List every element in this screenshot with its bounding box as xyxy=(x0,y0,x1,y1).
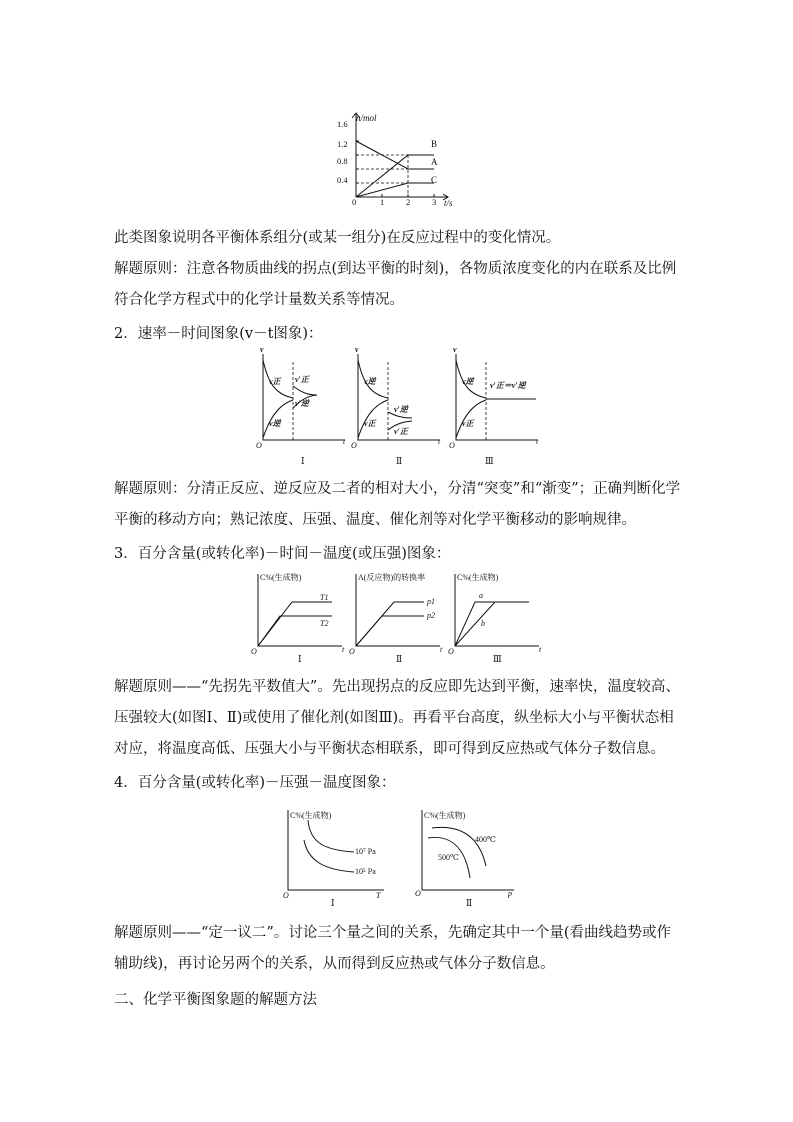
series-line-c xyxy=(356,183,434,197)
y-axis-label: A(反应物)的转换率 xyxy=(358,573,426,582)
y-axis-label: C%(生成物) xyxy=(424,811,466,820)
origin-label: O xyxy=(256,441,262,450)
t-axis-label: t xyxy=(536,437,539,446)
t-axis-label: t xyxy=(438,437,441,446)
forward-rate-label: v正 xyxy=(364,419,376,428)
pressure-label-low: 10⁵ Pa xyxy=(355,867,376,876)
axes xyxy=(455,574,539,646)
t-axis-label: t xyxy=(539,645,542,654)
x-axis-label: t/s xyxy=(444,198,453,208)
section-heading: 2．速率－时间图象(v－t图象)： xyxy=(114,326,323,342)
series-label-a: A xyxy=(431,157,438,167)
diagram-caption: Ⅱ xyxy=(396,654,403,664)
pressure-label-high: 10⁷ Pa xyxy=(355,847,376,856)
diagram-caption: Ⅲ xyxy=(485,456,494,466)
axes xyxy=(258,574,342,646)
forward-rate-label: v正 xyxy=(462,419,474,428)
paragraph: 解题原则：分清正反应、逆反应及二者的相对大小，分清“突变”和“渐变”；正确判断化学平衡的移动方向；熟记浓度、压强、温度、催化剂等对化学平衡移动的影响规律。 xyxy=(114,481,681,528)
paragraph: 此类图象说明各平衡体系组分(或某一组分)在反应过程中的变化情况。 xyxy=(114,230,561,246)
y-tick-label: 0.8 xyxy=(337,156,348,166)
v-axis-label: v xyxy=(453,345,457,354)
y-tick-label: 1.6 xyxy=(337,119,348,129)
mole-time-chart xyxy=(330,110,470,210)
axes xyxy=(422,810,514,890)
series-label-b: B xyxy=(431,139,438,149)
paragraph: 解题原则：注意各物质曲线的拐点(到达平衡的时刻)，各物质浓度变化的内在联系及比例符合化学方程式中的化学计量数关系等情况。 xyxy=(114,261,677,308)
origin-label: O xyxy=(283,891,289,900)
a-label: a xyxy=(479,591,483,600)
section-heading: 3．百分含量(或转化率)－时间－温度(或压强)图象： xyxy=(114,546,451,562)
temperature-label-500: 500℃ xyxy=(438,853,459,862)
rate-time-diagram-1 xyxy=(255,345,350,470)
new-forward-rate-label: v′正 xyxy=(394,427,408,436)
origin-label: O xyxy=(415,889,421,898)
curve-p2 xyxy=(356,616,424,646)
section-heading: 4．百分含量(或转化率)－压强－温度图象： xyxy=(114,775,396,791)
t1-label: T1 xyxy=(320,593,329,602)
t-axis-label: t xyxy=(342,645,345,654)
origin-label: O xyxy=(251,647,257,656)
diagram-caption: Ⅰ xyxy=(331,898,335,908)
p-axis-label: p xyxy=(508,889,512,898)
y-axis-label: C%(生成物) xyxy=(260,573,302,582)
curve-b xyxy=(455,602,495,646)
t-axis-label: T xyxy=(376,891,381,900)
curve-high-pressure xyxy=(308,820,354,852)
diagram-caption: Ⅱ xyxy=(396,456,403,466)
v-axis-label: v xyxy=(355,345,359,354)
section-heading: 二、化学平衡图象题的解题方法 xyxy=(114,992,317,1008)
diagram-caption: Ⅰ xyxy=(298,654,302,664)
y-tick-label: 0.4 xyxy=(337,175,348,185)
v-axis-label: v xyxy=(260,345,264,354)
x-tick-label: 1 xyxy=(380,197,385,207)
new-forward-rate-label: v′正 xyxy=(295,375,309,384)
paragraph: 解题原则——“先拐先平数值大”。先出现拐点的反应即先达到平衡，速率快，温度较高、压强较大(如图Ⅰ、Ⅱ)或使用了催化剂(如图Ⅲ)。再看平台高度，纵坐标大小与平衡状态相对应，将温度高低、压强大小与平衡状态相联系，即可得到反应热或气体分子数信息。 xyxy=(114,679,680,757)
new-forward-rate-curve xyxy=(293,386,317,395)
y-axis-label: C%(生成物) xyxy=(290,811,332,820)
origin-label: O xyxy=(449,441,455,450)
origin-label: O xyxy=(448,647,454,656)
equal-rate-label: v′正＝v′逆 xyxy=(490,381,526,390)
y-tick-label: 1.2 xyxy=(337,139,348,149)
y-axis-label: C%(生成物) xyxy=(457,573,499,582)
rate-time-diagram-2 xyxy=(350,345,445,470)
x-tick-label: 3 xyxy=(432,197,437,207)
x-tick-label: 2 xyxy=(406,197,411,207)
axes xyxy=(356,574,440,646)
rate-time-diagram-3 xyxy=(448,345,558,470)
curve-a xyxy=(455,602,529,646)
b-label: b xyxy=(481,619,485,628)
origin-label: O xyxy=(351,441,357,450)
diagram-caption: Ⅰ xyxy=(301,456,305,466)
chart-marks xyxy=(356,141,434,197)
content-pressure-diagram xyxy=(414,806,524,906)
series-line-b xyxy=(356,155,434,197)
content-time-diagram-2 xyxy=(348,570,448,670)
t-axis-label: t xyxy=(440,645,443,654)
p2-label: p2 xyxy=(427,611,435,620)
curve-p1 xyxy=(356,602,424,646)
reverse-rate-label: v逆 xyxy=(364,377,376,386)
series-label-c: C xyxy=(431,175,438,185)
diagram-caption: Ⅱ xyxy=(466,898,473,908)
diagram-caption: Ⅲ xyxy=(493,654,502,664)
origin-label: 0 xyxy=(352,197,357,207)
reverse-rate-label: v逆 xyxy=(462,377,474,386)
temperature-label-400: 400℃ xyxy=(475,835,496,844)
y-axis-label: n/mol xyxy=(356,113,377,123)
content-time-diagram-3 xyxy=(447,570,547,670)
origin-label: O xyxy=(349,647,355,656)
content-temperature-diagram xyxy=(280,806,390,906)
curve-low-pressure xyxy=(304,840,354,872)
forward-rate-label: v正 xyxy=(269,377,281,386)
t-axis-label: t xyxy=(343,437,346,446)
new-reverse-rate-label: v′逆 xyxy=(295,399,309,408)
reverse-rate-label: v逆 xyxy=(269,419,281,428)
new-reverse-rate-label: v′逆 xyxy=(394,405,408,414)
paragraph: 解题原则——“定一议二”。讨论三个量之间的关系，先确定其中一个量(看曲线趋势或作辅助线)，再讨论另两个的关系，从而得到反应热或气体分子数信息。 xyxy=(114,925,671,972)
t2-label: T2 xyxy=(320,619,329,628)
content-time-diagram-1 xyxy=(250,570,350,670)
p1-label: p1 xyxy=(427,597,435,606)
